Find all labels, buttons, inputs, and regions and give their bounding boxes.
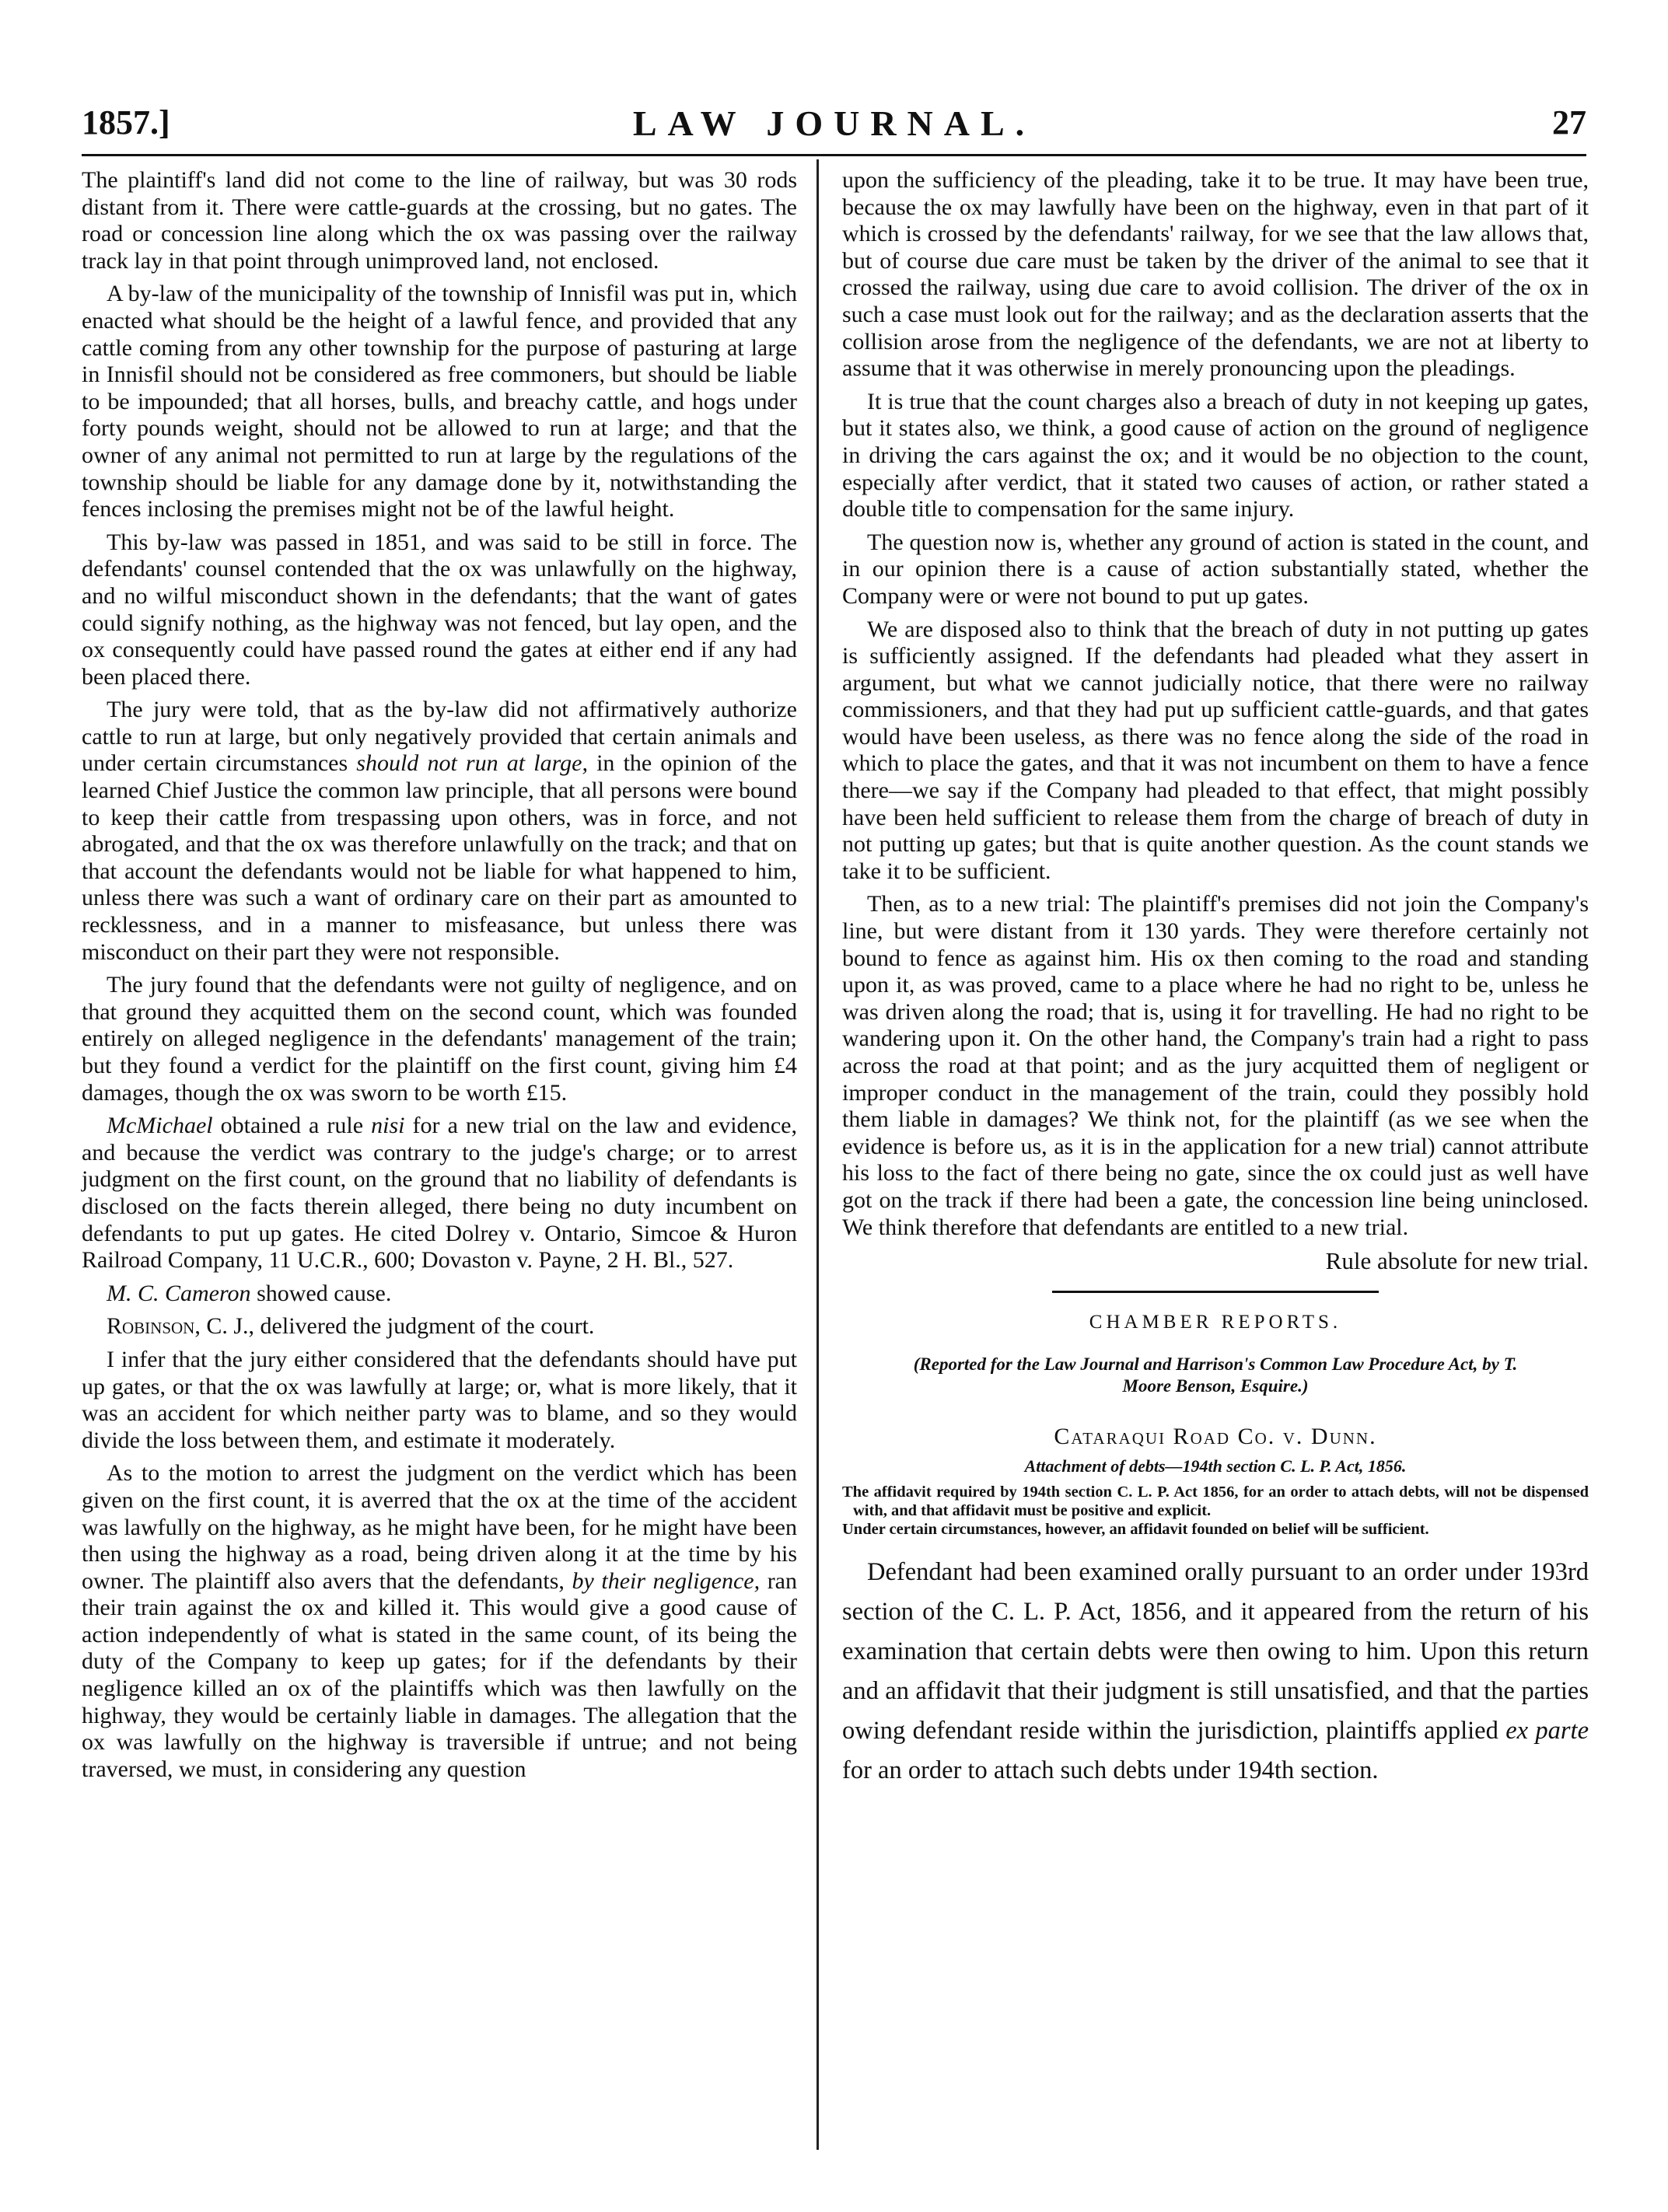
italic-text: by their negligence, — [572, 1567, 761, 1594]
text-run: obtained a rule — [212, 1113, 372, 1139]
paragraph: The question now is, whether any ground of action is stated in the count, and in our opinion there is a cause of action substantially stated, whether the Company were or were not bound to put up gates. — [842, 529, 1589, 609]
italic-text: nisi — [371, 1113, 405, 1139]
text-run: for an order to attach such debts under 194th section. — [842, 1756, 1379, 1785]
paragraph: Then, as to a new trial: The plaintiff's premises did not join the Company's line, but were distant from it 130 yards. They were therefore certainly not bound to fence as against him. His ox then coming to the road and standing upon it, as was proved, came to a place where he had no right to be, unless he was driven along the road; that is, using it for travelling. He had no right to be wandering upon it. On the other hand, the Company's train had a right to pass across the road at that point; and as the jury acquitted them of negligent or improper conduct in the management of the train, could they possibly hold them liable in damages? We think not, for the plaintiff (as we see when the evidence is before us, as it is in the application for a new trial) cannot attribute his loss to the fact of there being no gate, since the ox could just as well have got on the track if there had been a gate, the concession line being uninclosed. We think therefore that defendants are entitled to a new trial. — [842, 891, 1589, 1240]
section-rule — [1052, 1291, 1379, 1293]
rule-absolute: Rule absolute for new trial. — [1325, 1247, 1589, 1275]
paragraph: This by-law was passed in 1851, and was said to be still in force. The defendants' counsel contended that the ox was unlawfully on the highway, and no wilful misconduct shown in the defendants; that the want of gates could signify nothing, as the highway was not fenced, but lay open, and the ox consequently could have passed round the gates at either end if any had been placed there. — [82, 529, 797, 690]
page-header — [82, 103, 1586, 149]
headnote-text: The affidavit required by 194th section C. L. P. Act 1856, for an order to attach debts, will not be dispensed with, and that affidavit must be positive and explicit. — [842, 1483, 1589, 1520]
paragraph: We are disposed also to think that the breach of duty in not putting up gates is sufficiently assigned. If the defendants had pleaded what they assert in argument, but what we cannot judicially notice, that there were no railway commissioners, and that they had put up sufficient cattle-guards, and that gates would have been useless, as there was no fence along the side of the road in which to place the gates, and that it was not incumbent on them to have a fence there—we say if the Company had pleaded to that effect, that might possibly have been held sufficient to release them from the charge of breach of duty in not putting up gates; but that is quite another question. As the count stands we take it to be sufficient. — [842, 616, 1589, 884]
text-run: Defendant had been examined orally pursuant to an order under 193rd section of the C. L. P. Act, 1856, and it appeared from the return of his examination that certain debts were then owing to him. Upon this return and an affidavit that their judgment is still unsatisfied, and that the parties owing defendant reside within the jurisdiction, plaintiffs applied — [842, 1558, 1589, 1745]
counsel-name: McMichael — [107, 1113, 213, 1139]
header-rule — [82, 154, 1586, 156]
text-run: As to the motion to arrest the judgment on the verdict which has been given on the first count, it is averred that the ox at the time of the accident was lawfully on the highway, as he might have been, for he might have been then using the highway as a road, being driven along it at the time by his owner. The plaintiff also avers that the defendants, — [82, 1460, 797, 1594]
left-column — [82, 167, 797, 1789]
italic-text: should not run at large, — [356, 750, 588, 777]
paragraph: It is true that the count charges also a breach of duty in not keeping up gates, but it states also, we think, a good cause of action on the ground of negligence in driving the cars against the ox; and it would be no objection to the count, especially after verdict, that it stated two causes of action, or rather stated a double title to compensation for the same injury. — [842, 388, 1589, 522]
right-column — [842, 167, 1589, 1797]
header-title: LAW JOURNAL. — [632, 103, 1036, 143]
paragraph — [82, 1313, 797, 1340]
text-run: The jury were told, that as the by-law did not affirmatively authorize cattle to run at large, but only negatively provided that certain animals and under certain circumstances — [82, 697, 797, 777]
text-run: ran their train against the ox and killed it. This would give a good cause of action independently of what is stated in the same count, of its being the duty of the Company to keep up gates; for if the defendants by their negligence killed an ox of the plaintiffs which was then lawfully on the highway, they would be certainly liable in damages. The allegation that the ox was lawfully on the highway is traversible if untrue; and not being traversed, we must, in considering any question — [82, 1567, 797, 1782]
paragraph: upon the sufficiency of the pleading, take it to be true. It may have been true, because the ox may lawfully have been on the highway, even in that part of it which is crossed by the defendants' railway, for we see that the law allows that, but of course due care must be taken by the driver of the animal to see that it crossed the railway, using due care to avoid collision. The driver of the ox in such a case must look out for the railway; and as the declaration asserts that the collision arose from the negligence of the defendants, we are not at liberty to assume that it was otherwise in merely pronouncing upon the pleadings. — [842, 167, 1589, 382]
paragraph: A by-law of the municipality of the township of Innisfil was put in, which enacted what should be the height of a lawful fence, and provided that any cattle coming from any other township for the purpose of pasturing at large in Innisfil should not be considered as free commoners, but should be liable to be impounded; that all horses, bulls, and breachy cattle, and hogs under forty pounds weight, should not be allowed to run at large; and that the owner of any animal not permitted to run at large by the regulations of the township should be liable for any damage done by it, notwithstanding the fences inclosing the premises might not be of the lawful height. — [82, 281, 797, 522]
text-run: delivered the judgment of the court. — [254, 1313, 595, 1340]
paragraph — [82, 697, 797, 966]
paragraph: I infer that the jury either considered that the defendants should have put up gates, or that the ox was lawfully at large; or, what is more likely, that it was an accident for which neither party was to blame, and so they would divide the loss between them, and estimate it moderately. — [82, 1346, 797, 1453]
headnote — [842, 1483, 1589, 1539]
reporter-note: (Reported for the Law Journal and Harrison's Common Law Procedure Act, by T. Moore Benson, Esquire.) — [913, 1354, 1518, 1396]
paragraph — [82, 1281, 797, 1308]
italic-text: ex parte — [1505, 1717, 1589, 1745]
case-title: Cataraqui Road Co. v. Dunn. — [1054, 1424, 1377, 1450]
text-run: in the opinion of the learned Chief Justice the common law principle, that all persons were bound to keep their cattle from trespassing upon others, was in force, and not abrogated, and that the ox was therefore unlawfully on the track; and that on that account the defendants would not be liable for what happened to him, unless there was such a want of ordinary care on their part as amounted to recklessness, and in a manner to misfeasance, but unless there was misconduct on their part they were not responsible. — [82, 750, 797, 965]
paragraph: The plaintiff's land did not come to the line of railway, but was 30 rods distant from it. There were cattle-guards at the crossing, but no gates. The road or concession line along which the ox was passing over the railway track lay in that point through unimproved land, not enclosed. — [82, 167, 797, 274]
text-run: for a new trial on the law and evidence, and because the verdict was contrary to the judge's charge; or to arrest judgment on the first count, on the ground that no liability of defendants is disclosed on the facts therein alleged, there being no duty incumbent on defendants to put up gates. He cited Dolrey v. Ontario, Simcoe & Huron Railroad Company, 11 U.C.R., 600; Dovaston v. Payne, 2 H. Bl., 527. — [82, 1113, 798, 1274]
section-heading: CHAMBER REPORTS. — [1089, 1312, 1342, 1333]
paragraph — [82, 1113, 797, 1274]
counsel-name: M. C. Cameron — [107, 1280, 251, 1306]
header-page-number: 27 — [1552, 103, 1586, 142]
case-subtitle: Attachment of debts—194th section C. L. P. Act, 1856. — [1024, 1456, 1407, 1476]
column-divider — [817, 159, 819, 2150]
paragraph — [842, 1553, 1589, 1791]
headnote-text: Under certain circumstances, however, an affidavit founded on belief will be sufficient. — [842, 1521, 1429, 1539]
paragraph: The jury found that the defendants were not guilty of negligence, and on that ground they acquitted them on the second count, which was founded entirely on alleged negligence in the defendants' management of the train; but they found a verdict for the plaintiff on the first count, giving him £4 damages, though the ox was sworn to be worth £15. — [82, 972, 797, 1106]
text-run: showed cause. — [250, 1280, 392, 1306]
paragraph — [82, 1460, 797, 1783]
header-year: 1857.] — [82, 103, 170, 142]
judge-name: Robinson, C. J., — [107, 1313, 255, 1340]
